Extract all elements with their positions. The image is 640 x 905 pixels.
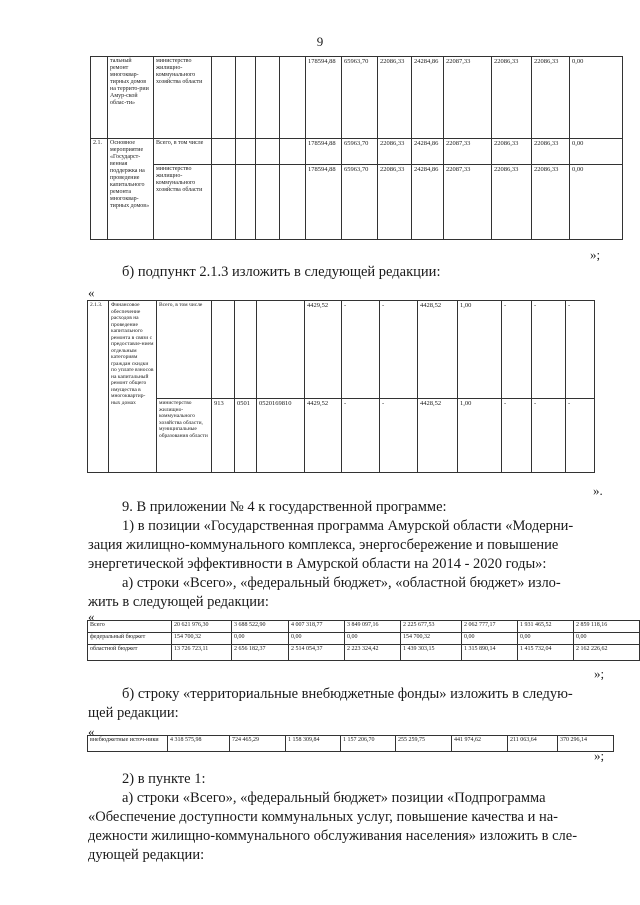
row-number: 2.1. (91, 139, 108, 240)
value-cell: 4429,52 (305, 301, 342, 399)
value-cell: - (566, 301, 595, 399)
value-cell: 2 062 777,17 (462, 621, 518, 633)
value-cell: 0,00 (574, 633, 640, 645)
executor: Всего, в том числе (154, 139, 212, 165)
table-extrabudgetary (87, 735, 614, 752)
value-cell: 22086,33 (532, 57, 570, 139)
value-cell: 65963,70 (342, 165, 378, 240)
value-cell: 22086,33 (492, 165, 532, 240)
value-cell: 22086,33 (378, 139, 412, 165)
executor: министерство жилищно-коммунального хозяйства области (154, 57, 212, 139)
value-cell: - (502, 399, 532, 473)
row-number: 2.1.3. (88, 301, 109, 473)
value-cell: 3 688 522,90 (232, 621, 289, 633)
value-cell: 22086,33 (378, 165, 412, 240)
table-subprogram-2-1 (90, 56, 623, 240)
value-cell: 4 007 318,77 (289, 621, 345, 633)
value-cell: 22086,33 (492, 139, 532, 165)
table-row (91, 139, 623, 165)
value-cell: 1 158 309,84 (286, 736, 341, 752)
page-number: 9 (316, 34, 324, 49)
value-cell: 1,00 (458, 399, 502, 473)
paragraph: б) строку «территориальные внебюджетные фонды» изложить в следую- (122, 686, 573, 702)
value-cell: 178594,88 (306, 57, 342, 139)
paragraph: 1) в позиции «Государственная программа Амурской области «Модерни- (122, 518, 574, 534)
value-cell: 1,00 (458, 301, 502, 399)
table-row (88, 736, 614, 752)
row-label: Всего (88, 621, 172, 633)
table-subitem-2-1-3 (87, 300, 595, 473)
measure-name: Финансовое обеспечение расходов на проведение капитального ремонта в связи с предоставле-нием отдельным категориям граждан скидки по уплате взносов на капитальный ремонт общего имущества в многоквартир-ных домах (109, 301, 157, 473)
paragraph: 2) в пункте 1: (122, 771, 206, 787)
value-cell: 1 315 890,14 (462, 645, 518, 661)
value-cell: 0,00 (570, 139, 623, 165)
value-cell: 0,00 (345, 633, 401, 645)
value-cell: 24284,86 (412, 165, 444, 240)
value-cell: 2 859 118,16 (574, 621, 640, 633)
value-cell: 2 223 324,42 (345, 645, 401, 661)
paragraph: а) строки «Всего», «федеральный бюджет», «областной бюджет» изло- (122, 575, 561, 591)
closing-quote: »; (594, 748, 605, 763)
value-cell: 3 849 097,16 (345, 621, 401, 633)
value-cell: 0,00 (570, 57, 623, 139)
value-cell: 2 514 054,37 (289, 645, 345, 661)
paragraph: жить в следующей редакции: (88, 594, 269, 610)
value-cell: 22086,33 (532, 139, 570, 165)
value-cell: 178594,88 (306, 139, 342, 165)
value-cell: 2 656 182,37 (232, 645, 289, 661)
value-cell: - (566, 399, 595, 473)
paragraph: а) строки «Всего», «федеральный бюджет» позиции «Подпрограмма (122, 790, 546, 806)
code-cell: 0520169810 (257, 399, 305, 473)
table-row (91, 57, 623, 139)
value-cell: 1 931 465,52 (518, 621, 574, 633)
row-label: внебюджетные источ-ники (88, 736, 168, 752)
value-cell: 178594,88 (306, 165, 342, 240)
value-cell: - (380, 301, 418, 399)
value-cell: - (532, 301, 566, 399)
value-cell: 1 415 732,04 (518, 645, 574, 661)
value-cell: 441 974,62 (452, 736, 508, 752)
code-cell: 913 (212, 399, 235, 473)
value-cell: 22087,33 (444, 57, 492, 139)
row-label: федеральный бюджет (88, 633, 172, 645)
value-cell: 0,00 (289, 633, 345, 645)
value-cell: 65963,70 (342, 139, 378, 165)
paragraph: 9. В приложении № 4 к государственной программе: (122, 499, 447, 515)
value-cell: - (380, 399, 418, 473)
paragraph: дующей редакции: (88, 847, 205, 863)
value-cell: 0,00 (232, 633, 289, 645)
value-cell: - (342, 399, 380, 473)
value-cell: - (532, 399, 566, 473)
paragraph: энергетической эффективности в Амурской области на 2014 - 2020 годы»: (88, 556, 547, 572)
value-cell: 24284,86 (412, 139, 444, 165)
closing-quote: »; (590, 247, 601, 262)
opening-quote: « (88, 724, 95, 739)
row-label: областной бюджет (88, 645, 172, 661)
value-cell: 4 318 575,98 (168, 736, 230, 752)
measure-name: тальный ремонт многоквар-тирных домов на террито-рии Амур-ской облас-ти» (108, 57, 154, 139)
value-cell: 4429,52 (305, 399, 342, 473)
measure-name: Основное мероприятие «Государст-венная поддержка на проведение капитального ремонта многоквар-тирных домов» (108, 139, 154, 240)
value-cell: 24284,86 (412, 57, 444, 139)
value-cell: 1 157 206,70 (341, 736, 396, 752)
value-cell: 2 162 226,62 (574, 645, 640, 661)
value-cell: 370 296,14 (558, 736, 614, 752)
value-cell: - (502, 301, 532, 399)
closing-quote: ». (593, 483, 603, 498)
table-row (88, 633, 640, 645)
value-cell: 22086,33 (492, 57, 532, 139)
value-cell: 0,00 (570, 165, 623, 240)
value-cell: 2 225 677,53 (401, 621, 462, 633)
value-cell: 0,00 (518, 633, 574, 645)
value-cell: 1 439 303,15 (401, 645, 462, 661)
table-budget-rows (87, 620, 640, 661)
value-cell: 154 700,32 (401, 633, 462, 645)
table-row (88, 301, 595, 399)
table-row (88, 645, 640, 661)
value-cell: 0,00 (462, 633, 518, 645)
value-cell: - (342, 301, 380, 399)
paragraph: дежности жилищно-коммунального обслуживания населения» изложить в сле- (88, 828, 578, 844)
value-cell: 20 621 976,30 (172, 621, 232, 633)
paragraph: «Обеспечение доступности коммунальных услуг, повышение качества и на- (88, 809, 559, 825)
value-cell: 255 259,75 (396, 736, 452, 752)
closing-quote: »; (594, 666, 605, 681)
value-cell: 22086,33 (378, 57, 412, 139)
paragraph: щей редакции: (88, 705, 179, 721)
opening-quote: « (88, 609, 95, 624)
paragraph: зация жилищно-коммунального комплекса, энергосбережение и повышение (88, 537, 559, 553)
executor: Всего, в том числе (157, 301, 212, 399)
value-cell: 22087,33 (444, 165, 492, 240)
opening-quote: « (88, 285, 95, 300)
value-cell: 13 726 723,11 (172, 645, 232, 661)
value-cell: 4428,52 (418, 301, 458, 399)
executor: министерство жилищно-коммунального хозяйства области, муниципальные образования области (157, 399, 212, 473)
table-row (88, 399, 595, 473)
code-cell: 0501 (235, 399, 257, 473)
value-cell: 211 063,64 (508, 736, 558, 752)
table-row (91, 165, 623, 240)
value-cell: 154 700,32 (172, 633, 232, 645)
value-cell: 724 465,29 (230, 736, 286, 752)
executor: министерство жилищно-коммунального хозяйства области (154, 165, 212, 240)
value-cell: 22086,33 (532, 165, 570, 240)
value-cell: 4428,52 (418, 399, 458, 473)
value-cell: 22087,33 (444, 139, 492, 165)
table-row (88, 621, 640, 633)
paragraph: б) подпункт 2.1.3 изложить в следующей редакции: (122, 264, 441, 280)
value-cell: 65963,70 (342, 57, 378, 139)
